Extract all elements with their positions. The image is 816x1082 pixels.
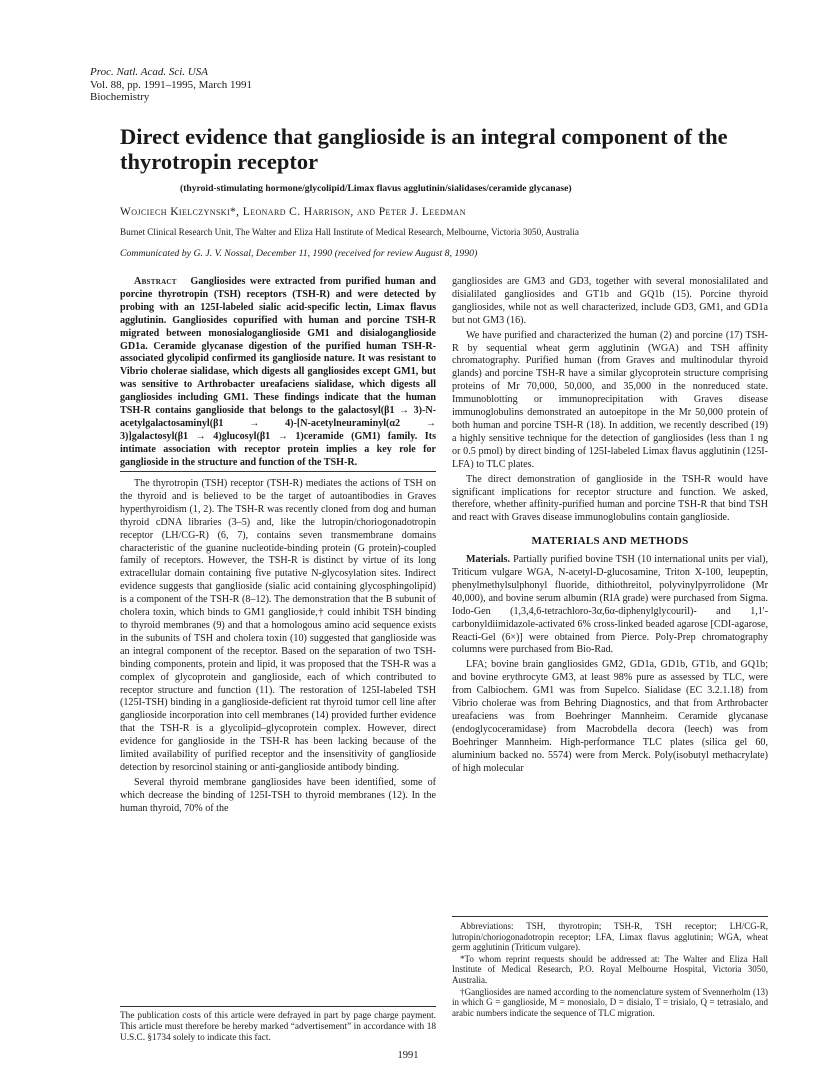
article-title: Direct evidence that ganglioside is an integral component of the thyrotropin receptor — [120, 124, 728, 174]
page-number: 1991 — [397, 1050, 419, 1061]
materials-text: Partially purified bovine TSH (10 international units per vial), Triticum vulgare WGA, N-acetyl-D-glucosamine, Triton X-100, leupeptin, phenylmethylsulphonyl fluoride, dithiothreitol, polyvinylpyrrolidone (Mr 40,000), and bovine serum albumin (RIA grade) were purchased from Sigma. Iodo-Gen (1,3,4,6-tetrachloro-3α,6α-diphenylglycouril)- and 1,1'-carbonyldiimidazole-activated 6% cross-linked beaded agarose [CDI-agarose, Reacti-Gel (6×)] were obtained from Pierce. Poly-Prep chromatography columns were purchased from Bio-Rad. — [452, 554, 769, 656]
abstract — [120, 276, 436, 472]
body-paragraph: Several thyroid membrane gangliosides have been identified, some of which decrease the binding of 125I-TSH to thyroid membranes (12). In the human thyroid, 70% of the — [120, 776, 436, 814]
affiliation: Burnet Clinical Research Unit, The Walter and Eliza Hall Institute of Medical Research, Melbourne, Victoria 3050, Australia — [120, 227, 579, 237]
body-paragraph: The thyrotropin (TSH) receptor (TSH-R) mediates the actions of TSH on the thyroid and is believed to be the target of autoantibodies in Graves hyperthyroidism (1, 2). The TSH-R was recently cloned from dog and human thyroid cDNA libraries (3–5) and, like the lutropin/choriogonadotropin receptor (LH/CG-R) (6, 7), contains seven transmembrane domains characteristic of the guanine nucleotide-binding protein (G protein)-coupled family of receptors. However, the TSH-R is distinct by virtue of its long extracellular domain containing five putative N-glycosylation sites. Indirect evidence suggests that ganglioside (sialic acid containing glycosphingolipid) is a component of the TSH-R (8–12). The demonstration that the B subunit of cholera toxin, which binds to GM1 ganglioside,† could inhibit TSH binding to thyroid membranes (9) and that a homologous amino acid sequence exists in the subunits of TSH and cholera toxin (10) suggested that ganglioside was an integral component of the receptor. Based on the separation of two TSH-binding components, protein and lipid, it was proposed that the TSH-R was a complex of glycoprotein and ganglioside, each of which contributed to receptor structure and function (11). The restoration of 125I-labeled TSH (125I-TSH) binding in a ganglioside-deficient rat thyroid tumor cell line after ganglioside incorporation into cell membranes (14) provided further evidence that the TSH-R is a glycolipid–glycoprotein complex. However, direct evidence for ganglioside in the TSH-R has been lacking because of the limited availability of purified receptor and the insensitivity of ganglioside detection by resorcinol staining or anti-ganglioside antibody binding. — [120, 478, 436, 773]
journal-header — [90, 66, 252, 104]
body-paragraph: gangliosides are GM3 and GD3, together with several monosialilated and disialilated gangliosides and GT1b and GQ1b (15). Porcine thyroid gangliosides, while not as well characterized, include GD3, GM1, and GD1a but not GM3 (16). — [452, 276, 768, 326]
footnote: †Gangliosides are named according to the nomenclature system of Svennerholm (13) in which G = ganglioside, M = monosialo, D = disialo, T = trisialo, Q = tetrasialo, and arabic numbers indicate the sequence of TLC migration. — [452, 986, 768, 1018]
footnote: *To whom reprint requests should be addressed at: The Walter and Eliza Hall Institute of Medical Research, P.O. Royal Melbourne Hospital, Victoria 3050, Australia. — [452, 953, 768, 985]
communicated-by: Communicated by G. J. V. Nossal, December 11, 1990 (received for review August 8, 1990) — [120, 248, 478, 259]
body-paragraph: LFA; bovine brain gangliosides GM2, GD1a, GD1b, GT1b, and GQ1b; and bovine erythrocyte GM3, at least 98% pure as assessed by TLC, were from Calbiochem. GM1 was from Supelco. Sialidase (EC 3.2.1.18) from Vibrio cholerae was from Behring Diagnostics, and that from Arthrobacter ureafaciens was from Boehringer Mannheim. Ceramide glycanase (endoglycoceramidase) from Macrobdella decora (leech) was from Boehringer Mannheim. High-performance TLC plates (silica gel 60, aluminium backed no. 5574) were from Merck. Poly(isobutyl methacrylate) of high molecular — [452, 659, 768, 774]
volume-line: Vol. 88, pp. 1991–1995, March 1991 — [90, 78, 253, 91]
section-heading: MATERIALS AND METHODS — [531, 535, 689, 548]
keywords: (thyroid-stimulating hormone/glycolipid/Limax flavus agglutinin/sialidases/ceramide glycanase) — [180, 183, 572, 194]
journal-name: Proc. Natl. Acad. Sci. USA — [90, 66, 208, 78]
left-column — [120, 478, 436, 818]
subsection-lead: Materials. — [466, 554, 511, 566]
publication-divider — [120, 1006, 436, 1007]
abstract-divider — [120, 471, 436, 472]
authors: Wojciech Kielczynski*, Leonard C. Harrison, and Peter J. Leedman — [120, 206, 466, 218]
body-paragraph: We have purified and characterized the human (2) and porcine (17) TSH-R by sequential wheat germ agglutinin (WGA) and TSH affinity chromatography. Purified human (from Graves and multinodular thyroid glands) and porcine TSH-R have a similar glycoprotein structure comprising proteins of Mr 70,000, 50,000, and 35,000 in the nonreduced state. Immunoblotting or immunoprecipitation with Graves disease immunoglobulins demonstrated an autoepitope in the Mr 50,000 protein of both human and porcine TSH-R (18). In addition, we recently described (19) a highly sensitive technique for the detection of gangliosides (less than 1 ng or 0.5 pmol) by direct binding of 125I-labeled Limax flavus agglutinin (125I-LFA) to TLC plates. — [452, 329, 768, 470]
body-paragraph: The direct demonstration of ganglioside in the TSH-R would have significant implications for receptor structure and function. We asked, therefore, whether affinity-purified human and porcine TSH-R that bind TSH and react with Graves disease immunoglobulins contain ganglioside. — [452, 473, 768, 524]
footnotes — [452, 921, 768, 1019]
publication-note: The publication costs of this article were defrayed in part by page charge payment. This article must therefore be hereby marked “advertisement” in accordance with 18 U.S.C. §1734 solely to indicate this fact. — [120, 1011, 436, 1043]
right-column — [452, 276, 768, 778]
section-label: Biochemistry — [90, 91, 150, 103]
abstract-text: Gangliosides were extracted from purified human and porcine thyrotropin (TSH) receptors (TSH-R) and were detected by probing with an 125I-labeled sialic acid-specific lectin, Limax flavus agglutinin. Gangliosides copurified with human and porcine TSH-R migrated between monosialoganglioside GM1 and disialoganglioside GD1a. Ceramide glycanase digestion of the purified human TSH-R-associated glycolipid confirmed its ganglioside nature. It was resistant to Vibrio cholerae sialidase, which digests all gangliosides except GM1, but was sensitive to Arthrobacter ureafaciens sialidase, which digests all gangliosides including GM1. These findings indicate that the human TSH-R contains ganglioside that belongs to the galactosyl(β1 → 3)-N-acetylgalactosaminyl(β1 → 4)-[N-acetylneuraminyl(α2 → 3)]galactosyl(β1 → 4)glucosyl(β1 → 1)ceramide (GM1) family. Its intimate association with receptor protein implies a key role for ganglioside in the structure and function of the TSH-R. — [120, 276, 436, 468]
abstract-heading: Abstract — [134, 276, 177, 287]
footnote: Abbreviations: TSH, thyrotropin; TSH-R, TSH receptor; LH/CG-R, lutropin/choriogonadotropin receptor; LFA, Limax flavus agglutinin; WGA, wheat germ agglutinin (Triticum vulgare). — [452, 921, 768, 953]
footnote-divider — [452, 916, 768, 917]
